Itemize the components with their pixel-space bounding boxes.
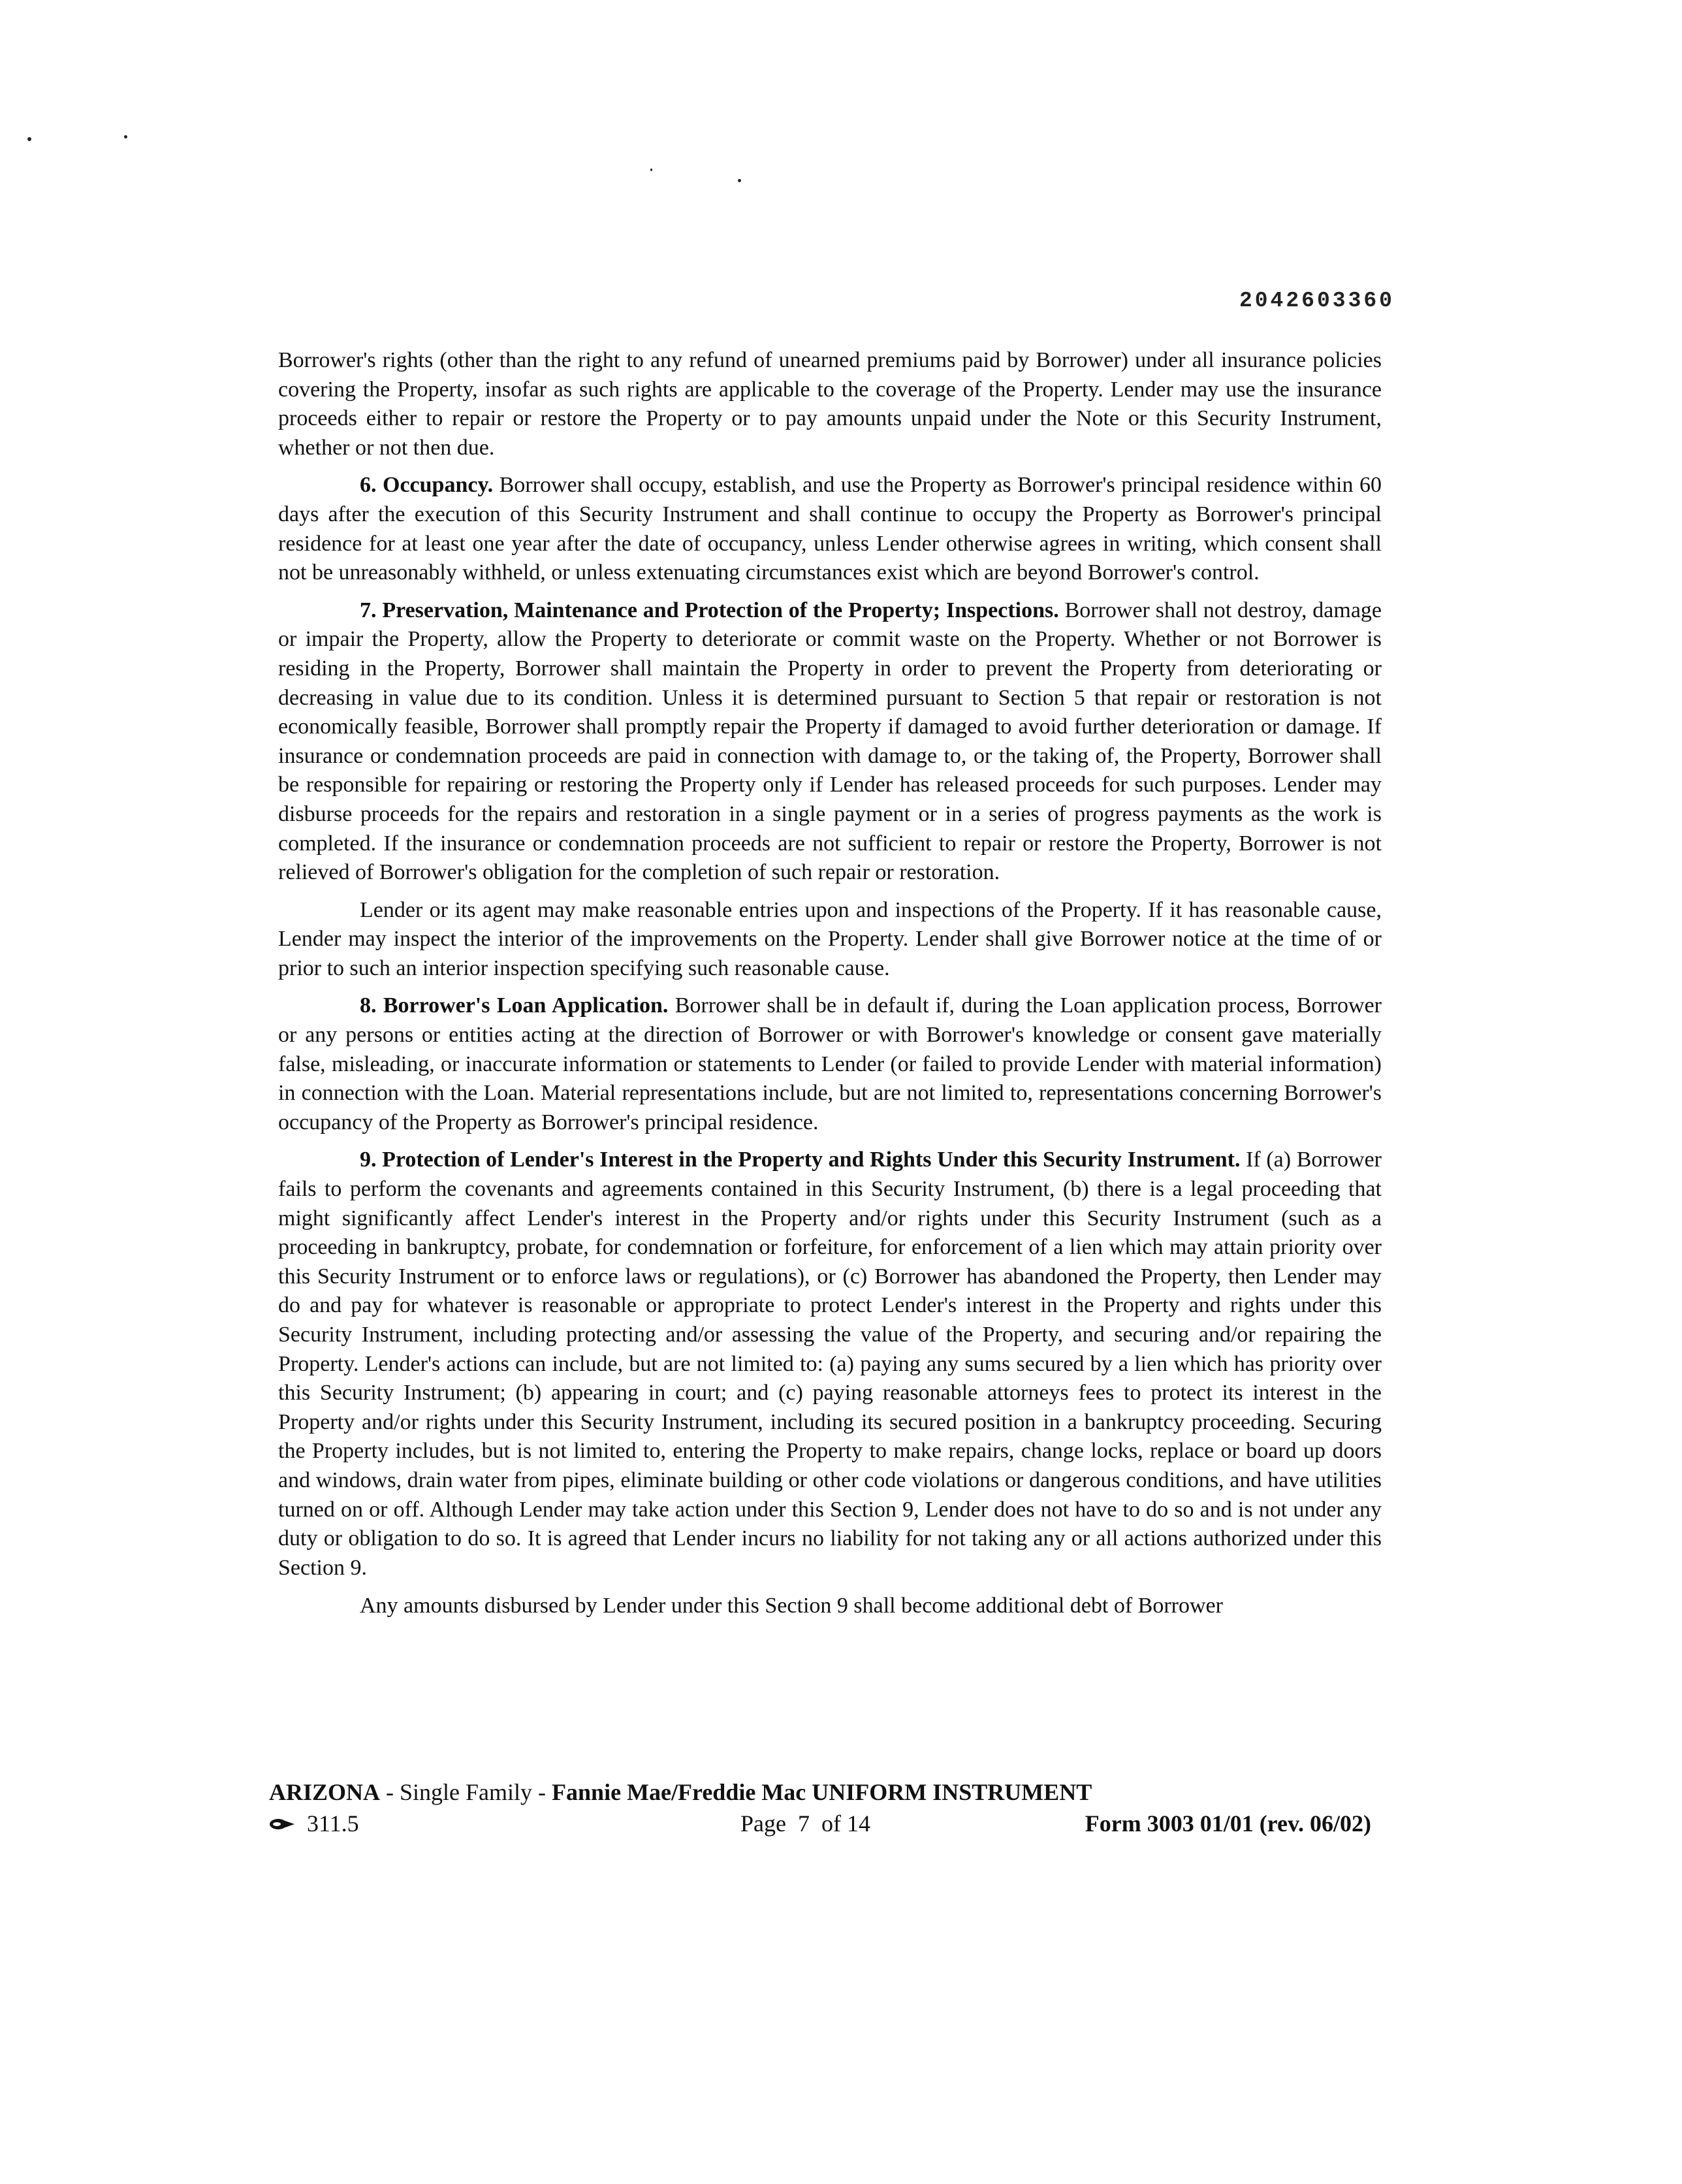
section-7-paragraph — [278, 596, 1382, 888]
intro-paragraph: Borrower's rights (other than the right to any refund of unearned premiums paid by Borrower) under all insurance policies covering the Property, insofar as such rights are applicable to the coverage of the Property. Lender may use the insurance proceeds either to repair or restore the Property or to pay amounts unpaid under the Note or this Security Instrument, whether or not then due. — [278, 348, 1382, 460]
section-7-heading: 7. Preservation, Maintenance and Protection of the Property; Inspections. — [360, 598, 1059, 622]
inspection-paragraph — [278, 896, 1382, 984]
amounts-disbursed-paragraph — [278, 1592, 1382, 1621]
footer-form-id: Form 3003 01/01 (rev. 06/02) — [1085, 1810, 1371, 1837]
section-6-paragraph — [278, 471, 1382, 587]
scan-speck — [124, 135, 127, 138]
section-8-heading: 8. Borrower's Loan Application. — [360, 993, 669, 1018]
footer-state: ARIZONA — [269, 1779, 381, 1805]
footer-instrument: Fannie Mae/Freddie Mac UNIFORM INSTRUMENT — [552, 1779, 1092, 1805]
footer-instrument-line — [269, 1776, 1379, 1808]
document-body — [278, 346, 1382, 1630]
section-6-heading: 6. Occupancy. — [360, 473, 494, 498]
page-footer — [269, 1776, 1379, 1839]
section-9-paragraph — [278, 1146, 1382, 1582]
inspection-text: Lender or its agent may make reasonable entries upon and inspections of the Property. If it has reasonable cause, Lender may inspect the interior of the improvements on the Property. Lender shall give Borrower notice at the time of or prior to such an interior inspection specifying such reasonable cause. — [278, 897, 1382, 980]
section-6-text: Borrower shall occupy, establish, and use the Property as Borrower's principal residence within 60 days after the execution of this Security Instrument and shall continue to occupy the Property as Borrower's principal residence for at least one year after the date of occupancy, unless Lender otherwise agrees in writing, which consent shall not be unreasonably withheld, or unless extenuating circumstances exist which are beyond Borrower's control. — [278, 473, 1382, 585]
vmp-logo-icon — [269, 1818, 295, 1831]
scan-speck — [738, 179, 741, 182]
section-8-paragraph — [278, 991, 1382, 1137]
scan-speck — [650, 169, 652, 171]
section-9-text: If (a) Borrower fails to perform the covenants and agreements contained in this Security Instrument, (b) there is a legal proceeding that might significantly affect Lender's interest in the Property and/or rights under this Security Instrument (such as a proceeding in bankruptcy, probate, for condemnation or forfeiture, for enforcement of a lien which may attain priority over this Security Instrument or to enforce laws or regulations), or (c) Borrower has abandoned the Property, then Lender may do and pay for whatever is reasonable or appropriate to protect Lender's interest in the Property and rights under this Security Instrument, including protecting and/or assessing the value of the Property, and securing and/or repairing the Property. Lender's actions can include, but are not limited to: (a) paying any sums secured by a lien which has priority over this Security Instrument; (b) appearing in court; and (c) paying reasonable attorneys fees to protect its interest in the Property and/or rights under this Security Instrument, including its secured position in a bankruptcy proceeding. Securing the Property includes, but is not limited to, entering the Property to make repairs, change locks, replace or board up doors and windows, drain water from pipes, eliminate building or other code violations or dangerous conditions, and have utilities turned on or off. Although Lender may take action under this Section 9, Lender does not have to do so and is not under any duty or obligation to do so. It is agreed that Lender incurs no liability for not taking any or all actions authorized under this Section 9. — [278, 1148, 1382, 1580]
footer-separator: - — [532, 1779, 552, 1805]
document-number: 2042603360 — [1239, 289, 1395, 313]
section-8-text: Borrower shall be in default if, during the Loan application process, Borrower or any persons or entities acting at the direction of Borrower or with Borrower's knowledge or consent gave materially false, misleading, or inaccurate information or statements to Lender (or failed to provide Lender with material information) in connection with the Loan. Material representations include, but are not limited to, representations concerning Borrower's occupancy of the Property as Borrower's principal residence. — [278, 993, 1382, 1134]
footer-form-code — [269, 1808, 359, 1839]
footer-form-code-text: 311.5 — [307, 1810, 359, 1837]
footer-separator: - — [380, 1779, 400, 1805]
footer-family: Single Family — [400, 1779, 533, 1805]
footer-form-line — [269, 1808, 1379, 1839]
scan-speck — [27, 137, 31, 141]
footer-page-number: Page 7 of 14 — [740, 1810, 870, 1837]
amounts-disbursed-text: Any amounts disbursed by Lender under this Section 9 shall become additional debt of Borrower — [360, 1594, 1223, 1618]
section-9-heading: 9. Protection of Lender's Interest in the Property and Rights Under this Security Instrument. — [360, 1148, 1241, 1172]
section-7-text: Borrower shall not destroy, damage or impair the Property, allow the Property to deteriorate or commit waste on the Property. Whether or not Borrower is residing in the Property, Borrower shall maintain the Property in order to prevent the Property from deteriorating or decreasing in value due to its condition. Unless it is determined pursuant to Section 5 that repair or restoration is not economically feasible, Borrower shall promptly repair the Property if damaged to avoid further deterioration or damage. If insurance or condemnation proceeds are paid in connection with damage to, or the taking of, the Property, Borrower shall be responsible for repairing or restoring the Property only if Lender has released proceeds for such purposes. Lender may disburse proceeds for the repairs and restoration in a single payment or in a series of progress payments as the work is completed. If the insurance or condemnation proceeds are not sufficient to repair or restore the Property, Borrower is not relieved of Borrower's obligation for the completion of such repair or restoration. — [278, 598, 1382, 885]
